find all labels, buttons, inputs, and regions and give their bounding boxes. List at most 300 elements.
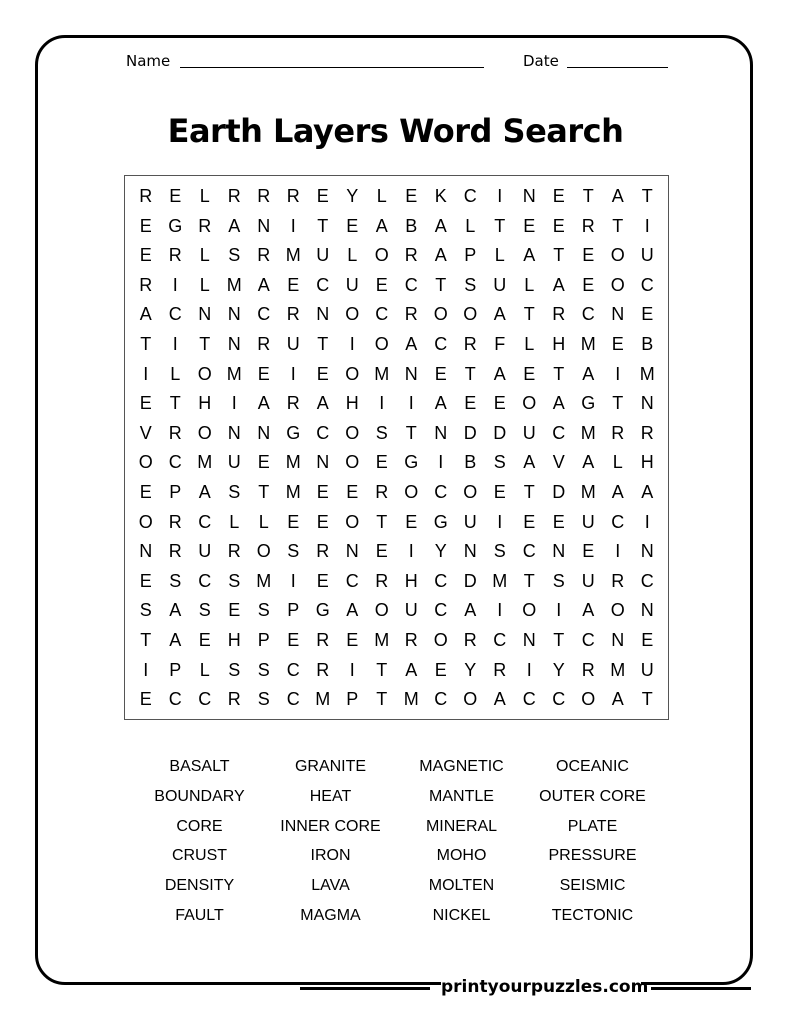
grid-letter[interactable]: O: [374, 600, 389, 621]
grid-letter[interactable]: C: [522, 689, 536, 710]
grid-letter[interactable]: L: [199, 274, 210, 295]
grid-letter[interactable]: C: [493, 629, 507, 650]
grid-letter[interactable]: E: [405, 511, 418, 532]
grid-letter[interactable]: E: [582, 245, 595, 266]
grid-letter[interactable]: N: [345, 541, 359, 562]
grid-letter[interactable]: E: [434, 363, 447, 384]
grid-letter[interactable]: A: [523, 245, 536, 266]
grid-letter[interactable]: S: [139, 600, 152, 621]
grid-letter[interactable]: Y: [464, 659, 477, 680]
grid-letter[interactable]: A: [316, 393, 329, 414]
grid-letter[interactable]: O: [463, 304, 478, 325]
grid-letter[interactable]: A: [198, 481, 211, 502]
grid-letter[interactable]: T: [494, 215, 506, 236]
grid-letter[interactable]: C: [198, 570, 212, 591]
grid-letter[interactable]: L: [229, 511, 240, 532]
grid-letter[interactable]: N: [227, 422, 241, 443]
grid-letter[interactable]: Y: [346, 186, 359, 206]
grid-letter[interactable]: S: [464, 274, 477, 295]
grid-letter[interactable]: A: [611, 186, 624, 206]
grid-letter[interactable]: I: [408, 393, 414, 414]
grid-letter[interactable]: I: [379, 393, 385, 414]
grid-letter[interactable]: S: [257, 600, 270, 621]
grid-letter[interactable]: S: [228, 481, 241, 502]
grid-letter[interactable]: R: [404, 629, 418, 650]
grid-letter[interactable]: L: [170, 363, 181, 384]
grid-letter[interactable]: K: [434, 186, 447, 206]
grid-letter[interactable]: R: [493, 659, 507, 680]
grid-letter[interactable]: C: [552, 422, 566, 443]
grid-letter[interactable]: U: [198, 541, 212, 562]
grid-letter[interactable]: I: [143, 659, 149, 680]
grid-letter[interactable]: R: [227, 541, 241, 562]
grid-letter[interactable]: M: [492, 570, 508, 591]
grid-letter[interactable]: U: [522, 422, 536, 443]
grid-letter[interactable]: M: [610, 659, 626, 680]
grid-letter[interactable]: C: [375, 304, 389, 325]
grid-letter[interactable]: T: [169, 393, 181, 414]
grid-letter[interactable]: O: [463, 689, 478, 710]
grid-letter[interactable]: M: [197, 452, 213, 473]
grid-letter[interactable]: C: [522, 541, 536, 562]
grid-letter[interactable]: I: [349, 659, 355, 680]
grid-letter[interactable]: N: [227, 333, 241, 354]
grid-letter[interactable]: E: [405, 186, 418, 206]
grid-letter[interactable]: T: [140, 629, 152, 650]
grid-letter[interactable]: I: [290, 570, 296, 591]
grid-letter[interactable]: N: [198, 304, 212, 325]
grid-letter[interactable]: L: [524, 333, 535, 354]
grid-letter[interactable]: N: [316, 452, 330, 473]
grid-letter[interactable]: T: [435, 274, 447, 295]
grid-letter[interactable]: N: [611, 304, 625, 325]
grid-letter[interactable]: R: [316, 629, 330, 650]
grid-letter[interactable]: T: [641, 186, 653, 206]
grid-letter[interactable]: O: [610, 245, 625, 266]
grid-letter[interactable]: I: [172, 333, 178, 354]
grid-letter[interactable]: T: [523, 570, 535, 591]
grid-letter[interactable]: P: [287, 600, 300, 621]
grid-letter[interactable]: T: [582, 186, 594, 206]
grid-letter[interactable]: R: [581, 215, 595, 236]
grid-letter[interactable]: I: [349, 333, 355, 354]
grid-letter[interactable]: E: [641, 629, 654, 650]
grid-letter[interactable]: P: [169, 659, 182, 680]
grid-letter[interactable]: B: [464, 452, 477, 473]
grid-letter[interactable]: M: [374, 363, 390, 384]
grid-letter[interactable]: E: [316, 186, 329, 206]
grid-letter[interactable]: C: [434, 600, 448, 621]
grid-letter[interactable]: T: [317, 215, 329, 236]
grid-letter[interactable]: D: [463, 422, 477, 443]
grid-letter[interactable]: R: [375, 481, 389, 502]
grid-letter[interactable]: N: [257, 422, 271, 443]
grid-letter[interactable]: O: [345, 304, 360, 325]
grid-letter[interactable]: R: [375, 570, 389, 591]
grid-letter[interactable]: T: [199, 333, 211, 354]
grid-letter[interactable]: O: [345, 363, 360, 384]
grid-letter[interactable]: A: [405, 659, 418, 680]
grid-letter[interactable]: E: [139, 689, 152, 710]
grid-letter[interactable]: R: [611, 422, 625, 443]
grid-letter[interactable]: U: [404, 600, 418, 621]
grid-letter[interactable]: M: [285, 245, 301, 266]
grid-letter[interactable]: F: [494, 333, 506, 354]
grid-letter[interactable]: C: [168, 304, 182, 325]
grid-letter[interactable]: A: [493, 363, 506, 384]
grid-letter[interactable]: T: [405, 422, 417, 443]
grid-letter[interactable]: M: [580, 422, 596, 443]
grid-letter[interactable]: T: [523, 304, 535, 325]
grid-letter[interactable]: N: [139, 541, 153, 562]
grid-letter[interactable]: A: [169, 600, 182, 621]
grid-letter[interactable]: A: [228, 215, 241, 236]
grid-letter[interactable]: I: [143, 363, 149, 384]
grid-letter[interactable]: C: [434, 689, 448, 710]
grid-letter[interactable]: A: [641, 481, 654, 502]
grid-letter[interactable]: G: [404, 452, 419, 473]
grid-letter[interactable]: M: [374, 629, 390, 650]
grid-letter[interactable]: C: [434, 333, 448, 354]
grid-letter[interactable]: N: [404, 363, 418, 384]
grid-letter[interactable]: S: [228, 245, 241, 266]
grid-letter[interactable]: U: [345, 274, 359, 295]
grid-letter[interactable]: G: [286, 422, 301, 443]
grid-letter[interactable]: B: [641, 333, 654, 354]
grid-letter[interactable]: I: [438, 452, 444, 473]
grid-letter[interactable]: S: [493, 541, 506, 562]
grid-letter[interactable]: H: [345, 393, 359, 414]
grid-letter[interactable]: C: [168, 689, 182, 710]
grid-letter[interactable]: L: [199, 245, 210, 266]
grid-letter[interactable]: A: [611, 481, 624, 502]
grid-letter[interactable]: I: [497, 511, 503, 532]
grid-letter[interactable]: C: [286, 689, 300, 710]
grid-letter[interactable]: C: [316, 422, 330, 443]
grid-letter[interactable]: Y: [552, 659, 565, 680]
grid-letter[interactable]: P: [257, 629, 270, 650]
grid-letter[interactable]: E: [375, 541, 388, 562]
grid-letter[interactable]: T: [553, 629, 565, 650]
grid-letter[interactable]: H: [552, 333, 566, 354]
grid-letter[interactable]: I: [497, 186, 503, 206]
grid-letter[interactable]: N: [640, 393, 654, 414]
grid-letter[interactable]: C: [434, 570, 448, 591]
grid-letter[interactable]: R: [168, 422, 182, 443]
grid-letter[interactable]: N: [552, 541, 566, 562]
footer-site-link[interactable]: printyourpuzzles.com: [441, 977, 649, 997]
grid-letter[interactable]: E: [287, 511, 300, 532]
grid-letter[interactable]: C: [198, 511, 212, 532]
grid-letter[interactable]: P: [464, 245, 477, 266]
grid-letter[interactable]: U: [640, 245, 654, 266]
grid-letter[interactable]: A: [582, 363, 595, 384]
grid-letter[interactable]: I: [172, 274, 178, 295]
grid-letter[interactable]: C: [316, 274, 330, 295]
grid-letter[interactable]: A: [375, 215, 388, 236]
grid-letter[interactable]: G: [581, 393, 596, 414]
grid-letter[interactable]: O: [404, 481, 419, 502]
grid-letter[interactable]: M: [285, 452, 301, 473]
grid-letter[interactable]: E: [139, 570, 152, 591]
grid-letter[interactable]: E: [316, 511, 329, 532]
grid-letter[interactable]: E: [346, 215, 359, 236]
grid-letter[interactable]: N: [522, 629, 536, 650]
grid-letter[interactable]: O: [138, 452, 153, 473]
grid-letter[interactable]: R: [227, 186, 241, 206]
grid-letter[interactable]: O: [522, 393, 537, 414]
grid-letter[interactable]: T: [258, 481, 270, 502]
grid-letter[interactable]: O: [345, 511, 360, 532]
grid-letter[interactable]: C: [286, 659, 300, 680]
grid-letter[interactable]: A: [464, 600, 477, 621]
grid-letter[interactable]: U: [463, 511, 477, 532]
grid-letter[interactable]: T: [612, 215, 624, 236]
grid-letter[interactable]: R: [257, 333, 271, 354]
grid-letter[interactable]: U: [286, 333, 300, 354]
grid-letter[interactable]: M: [403, 689, 419, 710]
grid-letter[interactable]: S: [287, 541, 300, 562]
grid-letter[interactable]: S: [198, 600, 211, 621]
grid-letter[interactable]: A: [493, 304, 506, 325]
grid-letter[interactable]: E: [169, 186, 182, 206]
grid-letter[interactable]: L: [258, 511, 269, 532]
grid-letter[interactable]: C: [198, 689, 212, 710]
grid-letter[interactable]: E: [493, 393, 506, 414]
grid-letter[interactable]: E: [346, 629, 359, 650]
grid-letter[interactable]: R: [257, 186, 271, 206]
grid-letter[interactable]: M: [256, 570, 272, 591]
grid-letter[interactable]: O: [374, 333, 389, 354]
grid-letter[interactable]: C: [434, 481, 448, 502]
grid-letter[interactable]: L: [199, 186, 210, 206]
grid-letter[interactable]: A: [434, 245, 447, 266]
grid-letter[interactable]: N: [227, 304, 241, 325]
grid-letter[interactable]: N: [434, 422, 448, 443]
grid-letter[interactable]: H: [198, 393, 212, 414]
grid-letter[interactable]: V: [552, 452, 565, 473]
grid-letter[interactable]: A: [552, 393, 565, 414]
grid-letter[interactable]: M: [226, 274, 242, 295]
grid-letter[interactable]: O: [374, 245, 389, 266]
grid-letter[interactable]: H: [227, 629, 241, 650]
grid-letter[interactable]: O: [197, 422, 212, 443]
grid-letter[interactable]: N: [640, 600, 654, 621]
grid-letter[interactable]: A: [611, 689, 624, 710]
grid-letter[interactable]: P: [346, 689, 359, 710]
grid-letter[interactable]: N: [522, 186, 536, 206]
grid-letter[interactable]: D: [493, 422, 507, 443]
grid-letter[interactable]: L: [465, 215, 476, 236]
grid-letter[interactable]: E: [375, 452, 388, 473]
grid-letter[interactable]: A: [139, 304, 152, 325]
grid-letter[interactable]: T: [376, 689, 388, 710]
grid-letter[interactable]: A: [582, 600, 595, 621]
grid-letter[interactable]: A: [346, 600, 359, 621]
grid-letter[interactable]: S: [493, 452, 506, 473]
grid-letter[interactable]: T: [317, 333, 329, 354]
grid-letter[interactable]: O: [610, 600, 625, 621]
grid-letter[interactable]: A: [493, 689, 506, 710]
grid-letter[interactable]: O: [522, 600, 537, 621]
grid-letter[interactable]: O: [345, 452, 360, 473]
grid-letter[interactable]: E: [493, 481, 506, 502]
grid-letter[interactable]: O: [256, 541, 271, 562]
grid-letter[interactable]: R: [463, 333, 477, 354]
grid-letter[interactable]: U: [227, 452, 241, 473]
grid-letter[interactable]: E: [287, 274, 300, 295]
grid-letter[interactable]: R: [286, 186, 300, 206]
grid-letter[interactable]: R: [404, 304, 418, 325]
grid-letter[interactable]: T: [553, 245, 565, 266]
grid-letter[interactable]: O: [345, 422, 360, 443]
grid-letter[interactable]: R: [168, 245, 182, 266]
grid-letter[interactable]: E: [552, 511, 565, 532]
grid-letter[interactable]: E: [257, 363, 270, 384]
grid-letter[interactable]: C: [345, 570, 359, 591]
grid-letter[interactable]: L: [524, 274, 535, 295]
grid-letter[interactable]: I: [526, 659, 532, 680]
grid-letter[interactable]: U: [640, 659, 654, 680]
grid-letter[interactable]: E: [198, 629, 211, 650]
grid-letter[interactable]: A: [405, 333, 418, 354]
grid-letter[interactable]: C: [404, 274, 418, 295]
grid-letter[interactable]: I: [644, 215, 650, 236]
grid-letter[interactable]: U: [581, 570, 595, 591]
grid-letter[interactable]: R: [168, 541, 182, 562]
grid-letter[interactable]: U: [581, 511, 595, 532]
grid-letter[interactable]: M: [580, 333, 596, 354]
grid-letter[interactable]: S: [169, 570, 182, 591]
grid-letter[interactable]: R: [581, 659, 595, 680]
grid-letter[interactable]: C: [552, 689, 566, 710]
grid-letter[interactable]: R: [611, 570, 625, 591]
grid-letter[interactable]: C: [640, 274, 654, 295]
grid-letter[interactable]: D: [463, 570, 477, 591]
grid-letter[interactable]: S: [375, 422, 388, 443]
grid-letter[interactable]: C: [581, 629, 595, 650]
grid-letter[interactable]: S: [228, 659, 241, 680]
grid-letter[interactable]: M: [315, 689, 331, 710]
grid-letter[interactable]: E: [523, 363, 536, 384]
grid-letter[interactable]: N: [316, 304, 330, 325]
grid-letter[interactable]: A: [257, 393, 270, 414]
grid-letter[interactable]: T: [140, 333, 152, 354]
grid-letter[interactable]: E: [316, 481, 329, 502]
grid-letter[interactable]: C: [640, 570, 654, 591]
grid-letter[interactable]: R: [552, 304, 566, 325]
grid-letter[interactable]: T: [376, 659, 388, 680]
grid-letter[interactable]: G: [433, 511, 448, 532]
grid-letter[interactable]: T: [641, 689, 653, 710]
grid-letter[interactable]: I: [615, 541, 621, 562]
grid-letter[interactable]: R: [404, 245, 418, 266]
grid-letter[interactable]: E: [641, 304, 654, 325]
grid-letter[interactable]: S: [552, 570, 565, 591]
grid-letter[interactable]: V: [139, 422, 152, 443]
grid-letter[interactable]: U: [316, 245, 330, 266]
grid-letter[interactable]: A: [582, 452, 595, 473]
grid-letter[interactable]: H: [404, 570, 418, 591]
grid-letter[interactable]: O: [433, 304, 448, 325]
grid-letter[interactable]: H: [640, 452, 654, 473]
grid-letter[interactable]: R: [640, 422, 654, 443]
grid-letter[interactable]: L: [199, 659, 210, 680]
grid-letter[interactable]: A: [523, 452, 536, 473]
grid-letter[interactable]: C: [611, 511, 625, 532]
grid-letter[interactable]: E: [346, 481, 359, 502]
grid-letter[interactable]: E: [375, 274, 388, 295]
grid-letter[interactable]: O: [463, 481, 478, 502]
grid-letter[interactable]: A: [434, 393, 447, 414]
grid-letter[interactable]: E: [523, 215, 536, 236]
grid-letter[interactable]: R: [316, 659, 330, 680]
grid-letter[interactable]: E: [552, 186, 565, 206]
grid-letter[interactable]: N: [611, 629, 625, 650]
grid-letter[interactable]: E: [464, 393, 477, 414]
grid-letter[interactable]: R: [316, 541, 330, 562]
grid-letter[interactable]: I: [556, 600, 562, 621]
grid-letter[interactable]: T: [553, 363, 565, 384]
grid-letter[interactable]: I: [644, 511, 650, 532]
grid-letter[interactable]: A: [552, 274, 565, 295]
grid-letter[interactable]: R: [463, 629, 477, 650]
grid-letter[interactable]: E: [582, 274, 595, 295]
grid-letter[interactable]: U: [493, 274, 507, 295]
grid-letter[interactable]: T: [464, 363, 476, 384]
grid-letter[interactable]: E: [316, 570, 329, 591]
grid-letter[interactable]: O: [197, 363, 212, 384]
grid-letter[interactable]: S: [257, 659, 270, 680]
grid-letter[interactable]: E: [287, 629, 300, 650]
grid-letter[interactable]: M: [639, 363, 655, 384]
grid-letter[interactable]: E: [523, 511, 536, 532]
grid-letter[interactable]: O: [433, 629, 448, 650]
grid-letter[interactable]: I: [290, 215, 296, 236]
grid-letter[interactable]: N: [257, 215, 271, 236]
grid-letter[interactable]: C: [168, 452, 182, 473]
grid-letter[interactable]: O: [610, 274, 625, 295]
grid-letter[interactable]: O: [138, 511, 153, 532]
grid-letter[interactable]: E: [257, 452, 270, 473]
grid-letter[interactable]: Y: [434, 541, 447, 562]
grid-letter[interactable]: L: [347, 245, 358, 266]
grid-letter[interactable]: C: [257, 304, 271, 325]
grid-letter[interactable]: I: [497, 600, 503, 621]
grid-letter[interactable]: E: [139, 481, 152, 502]
grid-letter[interactable]: E: [139, 393, 152, 414]
grid-letter[interactable]: C: [581, 304, 595, 325]
grid-letter[interactable]: M: [580, 481, 596, 502]
grid-letter[interactable]: I: [408, 541, 414, 562]
grid-letter[interactable]: E: [228, 600, 241, 621]
grid-letter[interactable]: R: [139, 274, 153, 295]
grid-letter[interactable]: G: [168, 215, 183, 236]
grid-letter[interactable]: R: [227, 689, 241, 710]
grid-letter[interactable]: R: [198, 215, 212, 236]
grid-letter[interactable]: E: [611, 333, 624, 354]
grid-letter[interactable]: E: [316, 363, 329, 384]
grid-letter[interactable]: R: [286, 393, 300, 414]
grid-letter[interactable]: R: [257, 245, 271, 266]
grid-letter[interactable]: I: [615, 363, 621, 384]
grid-letter[interactable]: T: [523, 481, 535, 502]
grid-letter[interactable]: E: [139, 215, 152, 236]
grid-letter[interactable]: A: [434, 215, 447, 236]
grid-letter[interactable]: N: [463, 541, 477, 562]
grid-letter[interactable]: D: [552, 481, 566, 502]
grid-letter[interactable]: T: [376, 511, 388, 532]
